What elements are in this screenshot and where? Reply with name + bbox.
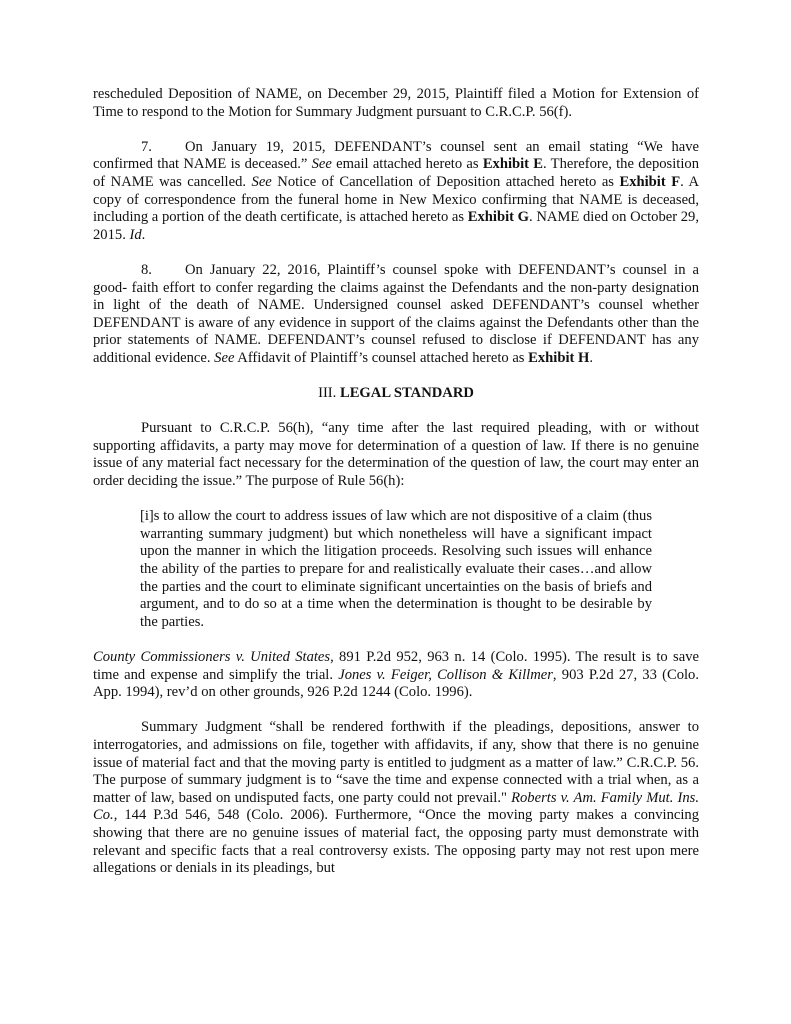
section-heading: [93, 385, 699, 403]
paragraph-intro: rescheduled Deposition of NAME, on December 29, 2015, Plaintiff filed a Motion for Extension of Time to respond to the Motion for Summary Judgment pursuant to C.R.C.P. 56(f).: [93, 86, 699, 120]
section-title: LEGAL STANDARD: [339, 385, 474, 402]
case-name: Roberts v. Am. Family Mut. Ins. Co.: [93, 789, 700, 824]
case-name: Jones v. Feiger, Collison & Killmer: [338, 666, 553, 683]
paragraph-number: 7.: [141, 138, 152, 155]
citation-signal: See: [251, 173, 272, 190]
citation-signal: See: [214, 349, 235, 366]
exhibit-reference: Exhibit F: [619, 173, 681, 190]
paragraph-8: 8. On January 22, 2016, Plaintiff’s counsel spoke with DEFENDANT’s counsel in a good- faith effort to confer regarding the claims against the Defendants and the non-party designation in light of the death of NAME. Undersigned counsel asked DEFENDANT’s counsel whether DEFENDANT is aware of any evidence in support of the claims against the Defendants other than the prior statements of NAME. DEFENDANT’s counsel refused to disclose if DEFENDANT has any additional evidence. See Affidavit of Plaintiff’s counsel attached hereto as Exhibit H.: [93, 261, 699, 366]
exhibit-reference: Exhibit H: [528, 349, 590, 366]
exhibit-reference: Exhibit G: [467, 209, 530, 226]
paragraph-rule-56h: Pursuant to C.R.C.P. 56(h), “any time after the last required pleading, with or without supporting affidavits, a party may move for determination of a question of law. If there is no genuine issue of any material fact necessary for the determination of the question of law, the court may enter an order deciding the issue.” The purpose of Rule 56(h):: [93, 420, 699, 490]
paragraph-citation: County Commissioners v. United States, 891 P.2d 952, 963 n. 14 (Colo. 1995). The result is to save time and expense and simplify the trial. Jones v. Feiger, Collison & Killmer, 903 P.2d 27, 33 (Colo. App. 1994), rev’d on other grounds, 926 P.2d 1244 (Colo. 1996).: [93, 649, 700, 701]
paragraph-number: 8.: [141, 261, 152, 278]
citation-signal: Id: [129, 226, 142, 243]
case-name: County Commissioners v. United States: [93, 649, 331, 665]
document-page: [93, 86, 699, 878]
paragraph-7: 7. On January 19, 2015, DEFENDANT’s counsel sent an email stating “We have confirmed that NAME is deceased.” See email attached hereto as Exhibit E. Therefore, the deposition of NAME was cancelled. See Notice of Cancellation of Deposition attached hereto as Exhibit F. A copy of correspondence from the funeral home in New Mexico confirming that NAME is deceased, including a portion of the death certificate, is attached hereto as Exhibit G. NAME died on October 29, 2015. Id.: [93, 138, 700, 243]
citation-signal: See: [311, 156, 332, 173]
section-number: III.: [318, 385, 337, 402]
exhibit-reference: Exhibit E: [482, 156, 544, 173]
block-quote: [i]s to allow the court to address issues of law which are not dispositive of a claim (thus warranting summary judgment) but which nonetheless will have a significant impact upon the manner in which the litigation proceeds. Resolving such issues will enhance the ability of the parties to prepare for and realistically evaluate their cases…and allow the parties and the court to eliminate significant uncertainties on the basis of briefs and argument, and to do so at a time when the determination is thought to be desirable by the parties.: [140, 508, 652, 630]
paragraph-summary-judgment: Summary Judgment “shall be rendered forthwith if the pleadings, depositions, answer to interrogatories, and admissions on file, together with affidavits, if any, show that there is no genuine issue of material fact and that the moving party is entitled to judgment as a matter of law.” C.R.C.P. 56. The purpose of summary judgment is to “save the time and expense connected with a trial when, as a matter of law, based on undisputed facts, one party could not prevail." Roberts v. Am. Family Mut. Ins. Co., 144 P.3d 546, 548 (Colo. 2006). Furthermore, “Once the moving party makes a convincing showing that there are no genuine issues of material fact, the opposing party must demonstrate with relevant and specific facts that a real controversy exists. The opposing party may not rest upon mere allegations or denials in its pleadings, but: [93, 719, 700, 877]
